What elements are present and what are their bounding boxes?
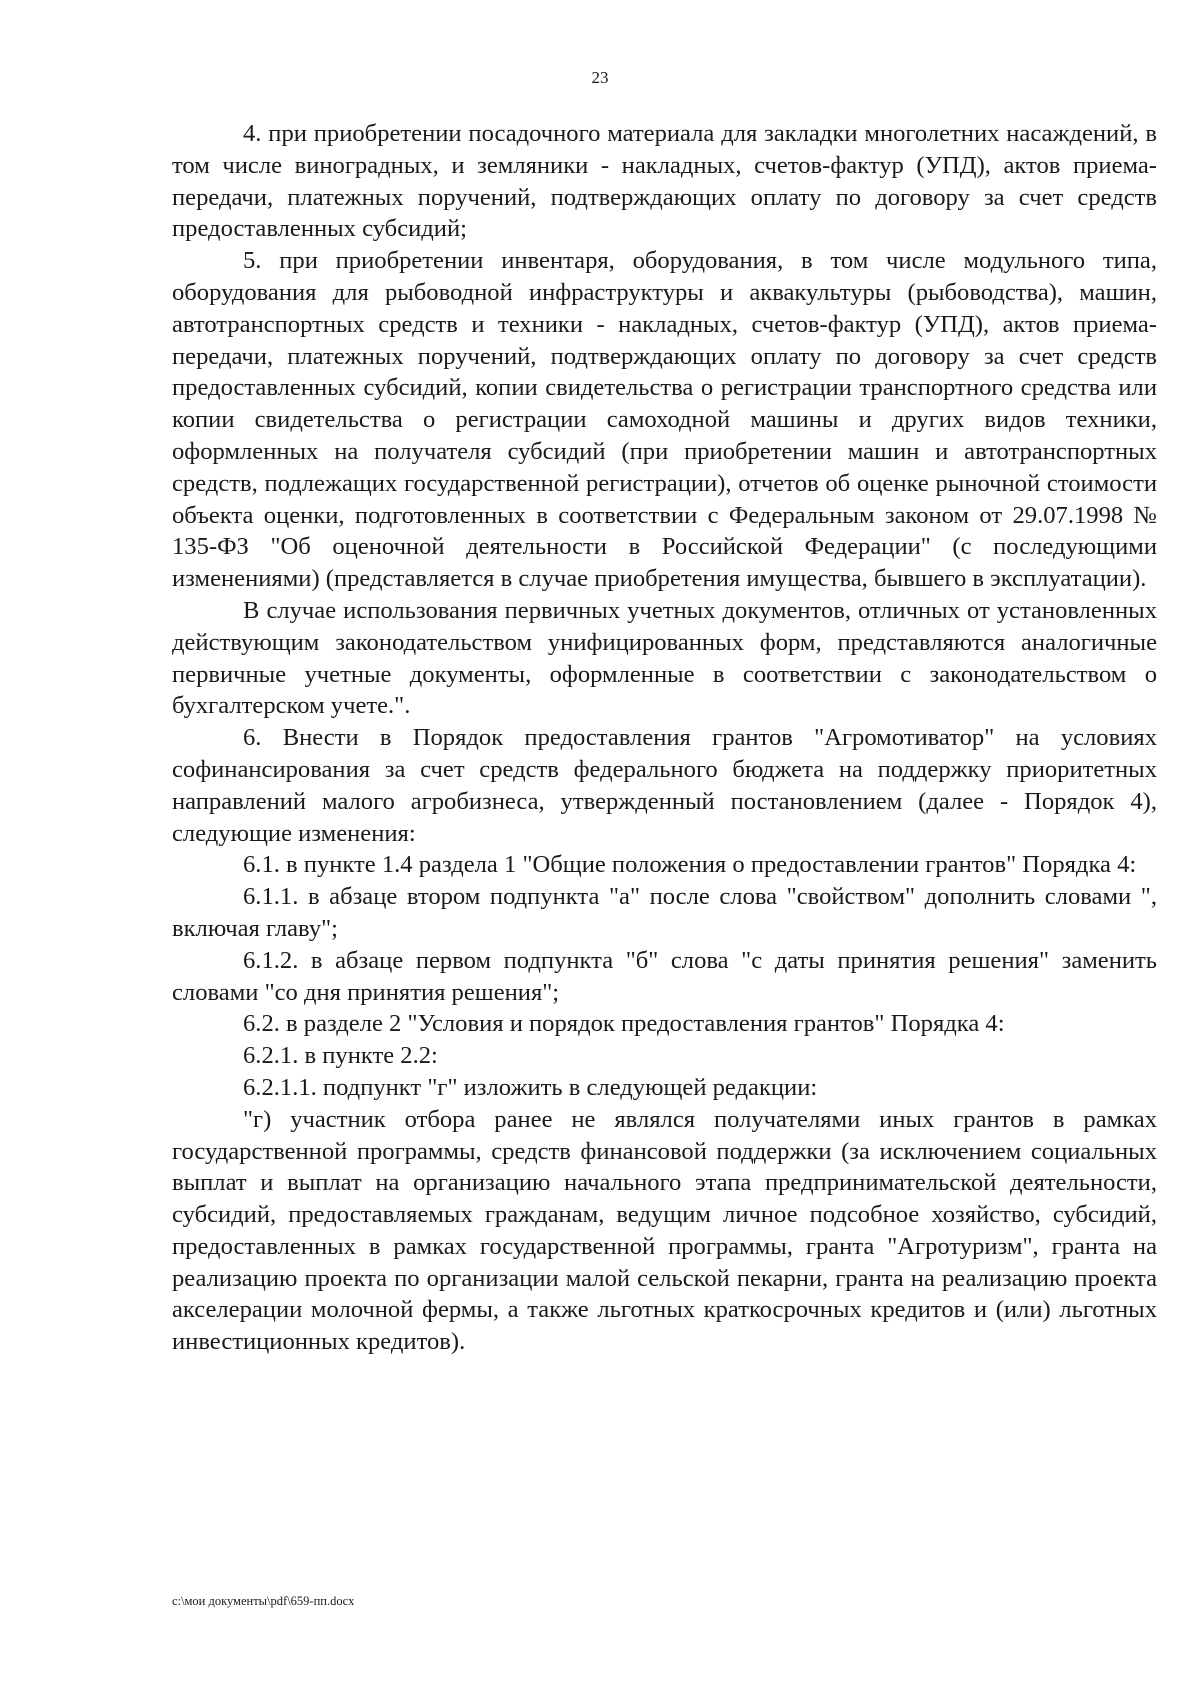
file-path-footer: c:\мои документы\pdf\659-пп.docx [172,1594,355,1608]
paragraph-primary-documents: В случае использования первичных учетных документов, отличных от установленных действующим законодательством унифицированных форм, представляются аналогичные первичные учетные документы, оформленные в соответствии с законодательством о бухгалтерском учете.". [172,596,1157,720]
paragraph-item-4: 4. при приобретении посадочного материала для закладки многолетних насаждений, в том числе виноградных, и земляники - накладных, счетов-фактур (УПД), актов приема-передачи, платежных поручений, подтверждающих оплату по договору за счет средств предоставленных субсидий; [172,120,1157,243]
paragraph-subitem-g: "г) участник отбора ранее не являлся получателями иных грантов в рамках государственной программы, средств финансовой поддержки (за исключением социальных выплат и выплат на организацию начального этапа предпринимательской деятельности, субсидий, предоставляемых гражданам, ведущим личное подсобное хозяйство, субсидий, предоставленных в рамках государственной программы, гранта "Агротуризм", гранта на реализацию проекта по организации малой сельской пекарни, гранта на реализацию проекта акселерации молочной фермы, а также льготных краткосрочных кредитов и (или) льготных инвестиционных кредитов). [172,1105,1157,1356]
paragraph-6-2: 6.2. в разделе 2 "Условия и порядок предоставления грантов" Порядка 4: [243,1010,1005,1038]
paragraph-6-2-1-1: 6.2.1.1. подпункт "г" изложить в следующей редакции: [243,1073,818,1101]
paragraph-6-1: 6.1. в пункте 1.4 раздела 1 "Общие положения о предоставлении грантов" Порядка 4: [243,851,1137,879]
page-number: 23 [591,68,609,87]
paragraph-6-1-2: 6.1.2. в абзаце первом подпункта "б" слова "с даты принятия решения" заменить словами "со дня принятия решения"; [172,946,1157,1006]
paragraph-6-2-1: 6.2.1. в пункте 2.2: [243,1042,438,1070]
paragraph-6: 6. Внести в Порядок предоставления грантов "Агромотиватор" на условиях софинансирования за счет средств федерального бюджета на поддержку приоритетных направлений малого агробизнеса, утвержденный постановлением (далее - Порядок 4), следующие изменения: [172,724,1157,847]
paragraph-item-5: 5. при приобретении инвентаря, оборудования, в том числе модульного типа, оборудования для рыбоводной инфраструктуры и аквакультуры (рыбоводства), машин, автотранспортных средств и техники - накладных, счетов-фактур (УПД), актов приема-передачи, платежных поручений, подтверждающих оплату по договору за счет средств предоставленных субсидий, копии свидетельства о регистрации транспортного средства или копии свидетельства о регистрации самоходной машины и других видов техники, оформленных на получателя субсидий (при приобретении машин и автотранспортных средств, подлежащих государственной регистрации), отчетов об оценке рыночной стоимости объекта оценки, подготовленных в соответствии с Федеральным законом от 29.07.1998 № 135-ФЗ "Об оценочной деятельности в Российской Федерации" (с последующими изменениями) (представляется в случае приобретения имущества, бывшего в эксплуатации). [172,247,1157,593]
document-body [172,118,1157,1358]
paragraph-6-1-1: 6.1.1. в абзаце втором подпункта "а" после слова "свойством" дополнить словами ", включая главу"; [172,883,1157,942]
